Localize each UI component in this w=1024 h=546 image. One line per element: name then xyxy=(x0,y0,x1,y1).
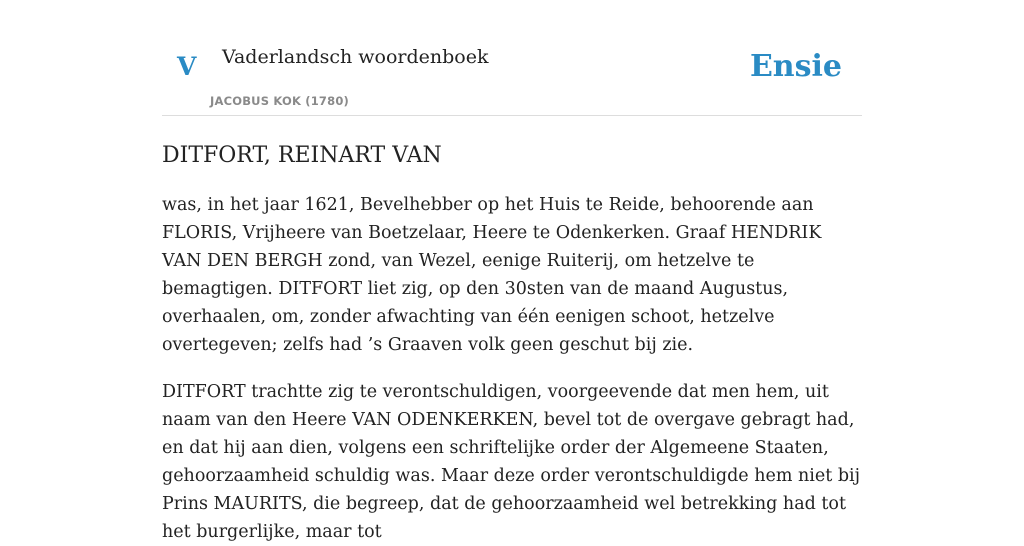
page xyxy=(162,0,862,546)
header xyxy=(162,0,862,116)
book-logo[interactable]: V xyxy=(177,52,197,81)
entry-paragraph: was, in het jaar 1621, Bevelhebber op het Huis te Reide, behoorende aan FLORIS, Vrijheere van Boetzelaar, Heere te Odenkerken. Graaf HENDRIK VAN DEN BERGH zond, van Wezel, eenige Ruiterij, om hetzelve te bemagtigen. DITFORT liet zig, op den 30sten van de maand Augustus, overhaalen, om, zonder afwachting van één eenigen schoot, hetzelve overtegeven; zelfs had ’s Graaven volk geen geschut bij zie. xyxy=(162,195,822,356)
ensie-logo-link[interactable]: Ensie xyxy=(749,49,842,84)
entry-title: DITFORT, REINART VAN xyxy=(162,143,442,168)
book-author: JACOBUS KOK (1780) xyxy=(210,94,349,108)
entry-paragraph: DITFORT trachtte zig te verontschuldigen, voorgeevende dat men hem, uit naam van den Heere VAN ODENKERKEN, bevel tot de overgave gebragt had, en dat hij aan dien, volgens een schriftelijke order der Algemeene Staaten, gehoorzaamheid schuldig was. Maar deze order verontschuldigde hem niet bij Prins MAURITS, die begreep, dat de gehoorzaamheid wel betrekking had tot het burgerlijke, maar tot xyxy=(162,382,861,543)
book-title-link[interactable]: Vaderlandsch woordenboek xyxy=(222,46,489,68)
